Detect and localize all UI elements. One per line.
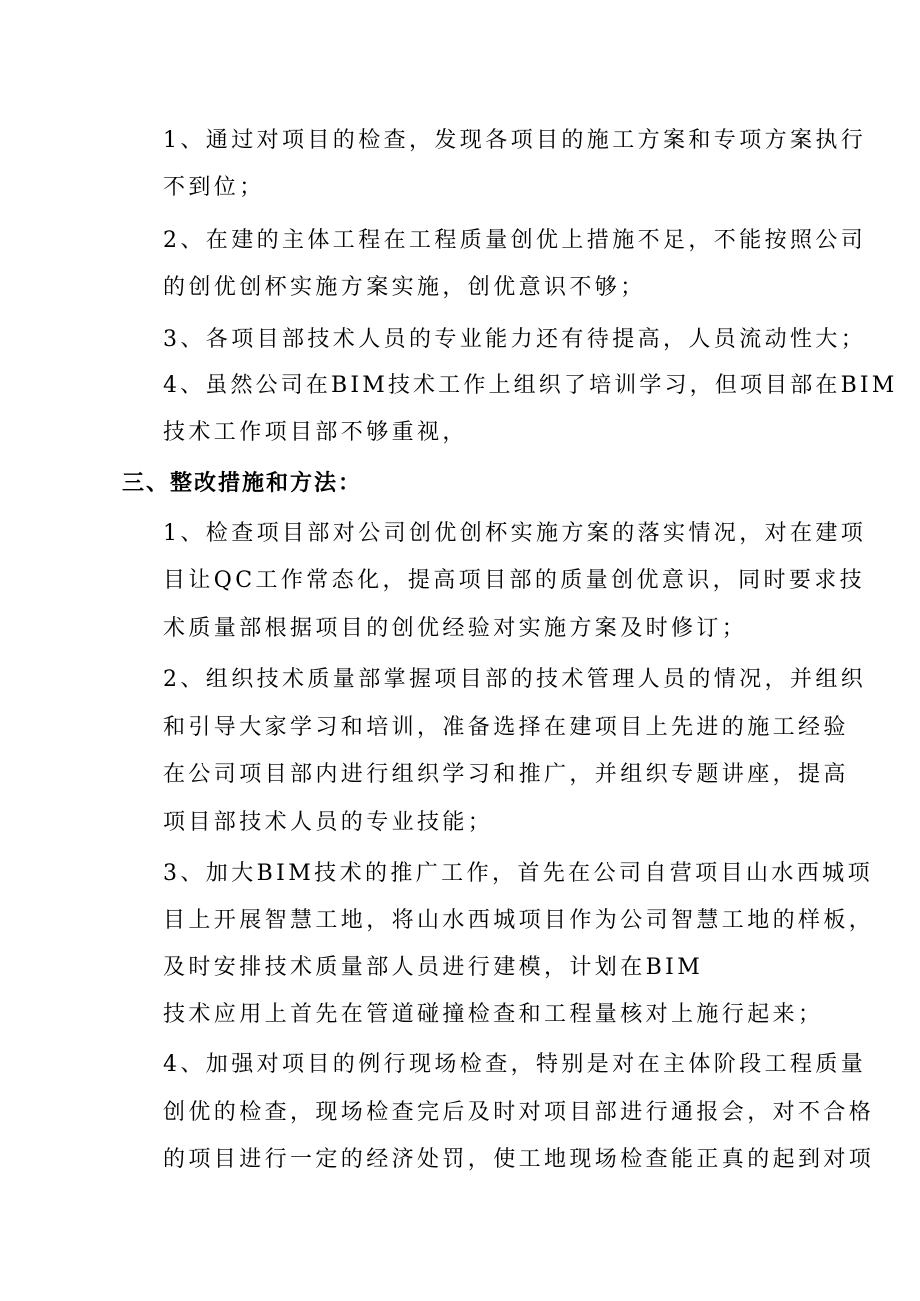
paragraph-line: 4、虽然公司在BIM技术工作上组织了培训学习，但项目部在BIM [163, 373, 898, 398]
paragraph-line: 的项目进行一定的经济处罚，使工地现场检查能正真的起到对项 [163, 1147, 875, 1172]
paragraph-line: 技术应用上首先在管道碰撞检查和工程量核对上施行起来； [163, 1002, 824, 1027]
paragraph-line: 及时安排技术质量部人员进行建模，计划在BIM [163, 955, 704, 980]
paragraph-line: 目上开展智慧工地，将山水西城项目作为公司智慧工地的样板， [163, 908, 875, 933]
paragraph-line: 和引导大家学习和培训，准备选择在建项目上先进的施工经验 [163, 715, 849, 740]
paragraph-line: 术质量部根据项目的创优经验对实施方案及时修订； [163, 616, 748, 641]
paragraph-line: 技术工作项目部不够重视， [163, 420, 468, 445]
paragraph-line: 的创优创杯实施方案实施，创优意识不够； [163, 275, 646, 300]
paragraph-line: 2、组织技术质量部掌握项目部的技术管理人员的情况，并组织 [163, 667, 867, 692]
paragraph-line: 在公司项目部内进行组织学习和推广，并组织专题讲座，提高 [163, 762, 849, 787]
paragraph-line: 不到位； [163, 175, 265, 200]
paragraph-line: 3、各项目部技术人员的专业能力还有待提高，人员流动性大； [163, 327, 867, 352]
paragraph-line: 1、通过对项目的检查，发现各项目的施工方案和专项方案执行 [163, 128, 867, 153]
paragraph-line: 1、检查项目部对公司创优创杯实施方案的落实情况，对在建项 [163, 521, 867, 546]
paragraph-line: 目让QC工作常态化，提高项目部的质量创优意识，同时要求技 [163, 568, 866, 593]
paragraph-line: 2、在建的主体工程在工程质量创优上措施不足，不能按照公司 [163, 228, 867, 253]
section-heading: 三、整改措施和方法： [122, 470, 363, 496]
paragraph-line: 4、加强对项目的例行现场检查，特别是对在主体阶段工程质量 [163, 1052, 867, 1077]
paragraph-line: 3、加大BIM技术的推广工作，首先在公司自营项目山水西城项 [163, 861, 873, 886]
paragraph-line: 创优的检查，现场检查完后及时对项目部进行通报会，对不合格 [163, 1100, 875, 1125]
paragraph-line: 项目部技术人员的专业技能； [163, 810, 494, 835]
